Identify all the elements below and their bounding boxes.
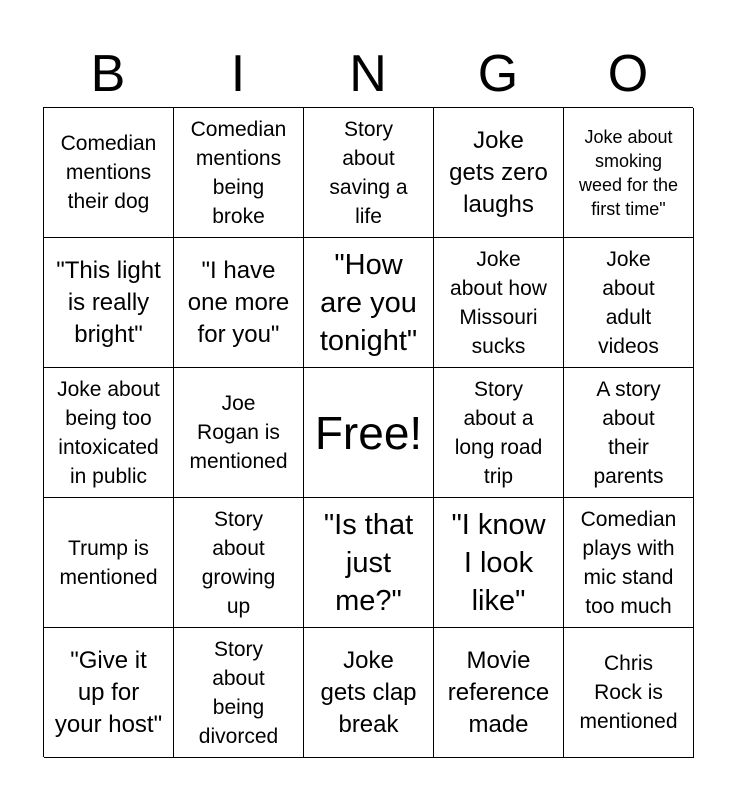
- cell-text: Story about growing up: [201, 507, 276, 618]
- bingo-cell[interactable]: [304, 108, 434, 238]
- header-letter-o: O: [607, 45, 649, 103]
- bingo-cell[interactable]: [174, 368, 304, 498]
- cell-text: Story about saving a life: [329, 117, 408, 228]
- bingo-cell[interactable]: [434, 498, 564, 628]
- header-letter-n: N: [349, 45, 387, 103]
- cell-text: Comedian plays with mic stand too much: [580, 507, 677, 618]
- cell-text: Comedian mentions their dog: [60, 132, 157, 213]
- bingo-cell[interactable]: [304, 628, 434, 758]
- bingo-cell[interactable]: [434, 368, 564, 498]
- bingo-cell[interactable]: [434, 238, 564, 368]
- cell-text: Comedian mentions being broke: [190, 117, 287, 228]
- bingo-cell[interactable]: [564, 498, 694, 628]
- header-letter-b: B: [90, 45, 126, 103]
- cell-text: Joke about smoking weed for the first time": [578, 126, 679, 219]
- bingo-cell[interactable]: [174, 628, 304, 758]
- free-space-cell[interactable]: [304, 368, 434, 498]
- bingo-cell[interactable]: [564, 108, 694, 238]
- bingo-cell[interactable]: [434, 628, 564, 758]
- cell-text: Movie reference made: [447, 646, 550, 738]
- cell-text: "I have one more for you": [187, 256, 290, 348]
- cell-text: Story about being divorced: [198, 637, 279, 748]
- cell-text: Joke about being too intoxicated in public: [57, 377, 160, 488]
- bingo-cell[interactable]: [44, 238, 174, 368]
- bingo-cell[interactable]: [434, 108, 564, 238]
- free-space-text: Free!: [314, 406, 423, 459]
- bingo-cell[interactable]: [564, 368, 694, 498]
- cell-text: Joke gets clap break: [320, 646, 417, 738]
- header-letter-g: G: [477, 45, 519, 103]
- bingo-cell[interactable]: [174, 498, 304, 628]
- cell-text: "This light is really bright": [56, 256, 161, 348]
- cell-text: Trump is mentioned: [59, 536, 158, 589]
- cell-text: "Give it up for your host": [54, 646, 163, 738]
- bingo-header: [43, 40, 693, 108]
- cell-text: Story about a long road trip: [454, 377, 543, 488]
- cell-text: "Is that just me?": [323, 508, 414, 617]
- header-letter-i: I: [230, 45, 246, 103]
- cell-text: Chris Rock is mentioned: [579, 652, 678, 733]
- cell-text: Joe Rogan is mentioned: [189, 392, 288, 473]
- bingo-cell[interactable]: [174, 108, 304, 238]
- cell-text: Joke about adult videos: [598, 247, 659, 358]
- cell-text: Joke gets zero laughs: [449, 126, 548, 218]
- bingo-cell[interactable]: [44, 108, 174, 238]
- bingo-cell[interactable]: [564, 628, 694, 758]
- bingo-grid: [43, 107, 693, 757]
- bingo-cell[interactable]: [44, 498, 174, 628]
- bingo-cell[interactable]: [304, 238, 434, 368]
- bingo-cell[interactable]: [174, 238, 304, 368]
- cell-text: Joke about how Missouri sucks: [450, 247, 547, 358]
- bingo-cell[interactable]: [564, 238, 694, 368]
- cell-text: "I know I look like": [451, 508, 546, 617]
- bingo-cell[interactable]: [44, 628, 174, 758]
- cell-text: A story about their parents: [593, 377, 664, 488]
- bingo-cell[interactable]: [44, 368, 174, 498]
- cell-text: "How are you tonight": [319, 248, 418, 357]
- bingo-cell[interactable]: [304, 498, 434, 628]
